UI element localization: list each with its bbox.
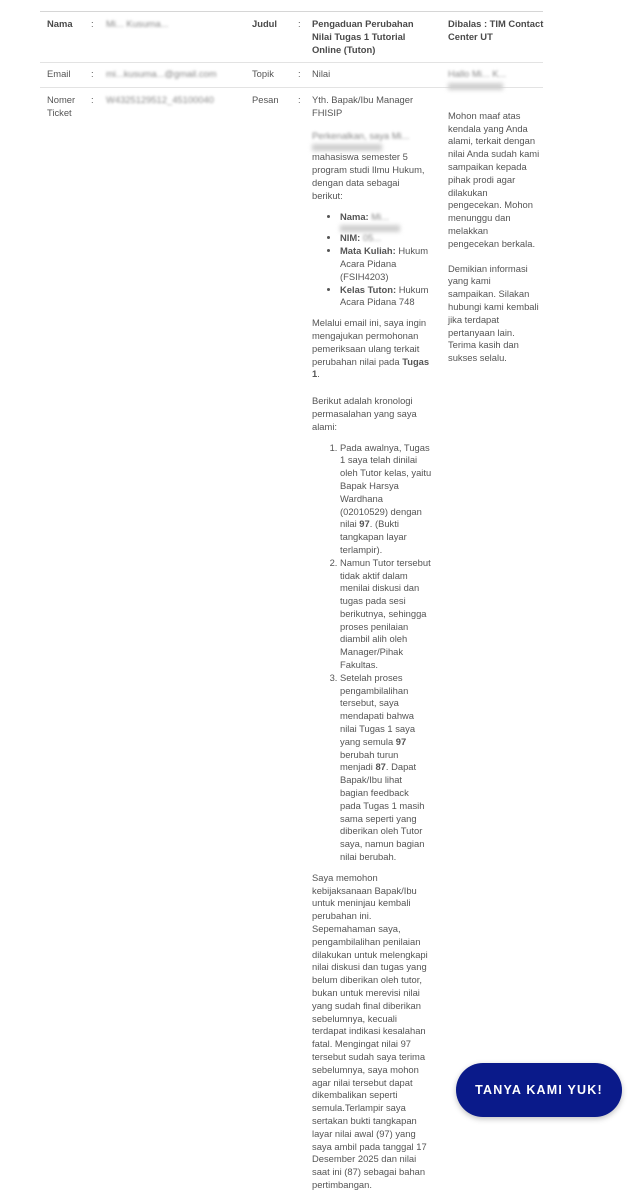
replied-by-label: Dibalas : TIM Contact Center UT [448, 18, 544, 42]
email-value: mi...kusuma...@gmail.com [106, 68, 217, 79]
chronology-item: 3. Setelah proses pengambilalihan tersebut, saya mendapati bahwa nilai Tugas 1 saya yang semula 97 berubah turun menjadi 87. Dapat Bapak/Ibu lihat bagian feedback pada Tugas 1 masih sama seperti yang diberikan oleh Tutor saya, namun bagian nilai berubah. [340, 672, 432, 864]
message-paragraph: Berikut adalah kronologi permasalahan yang saya alami: [312, 395, 417, 432]
message-body [312, 94, 432, 1200]
redacted-line [448, 83, 503, 90]
reply-paragraph: Demikian informasi yang kami sampaikan. Silakan hubungi kami kembali jika terdapat pertanyaan lain. Terima kasih dan sukses selalu. [448, 262, 539, 364]
reply-body [448, 68, 540, 377]
redacted-line [312, 144, 382, 151]
nama-value: Mi... Kusuma... [106, 18, 169, 29]
reply-paragraph: Mohon maaf atas kendala yang Anda alami, terkait dengan nilai Anda sudah kami sampaikan kepada pihak prodi agar dilakukan pengecekan. Mohon menunggu dan melakkan pengecekan berkala. [448, 109, 540, 249]
chronology-list [312, 442, 432, 864]
message-greeting: Yth. Bapak/Ibu Manager FHISIP [312, 94, 414, 118]
ticket-value: W4325129512_45100040 [106, 94, 214, 105]
reply-greeting: Hallo Mi... K... [448, 68, 507, 79]
row-divider [40, 62, 543, 63]
nama-label: Nama [47, 18, 73, 29]
message-intro: mahasiswa semester 5 program studi Ilmu Hukum, dengan data sebagai berikut: [312, 151, 425, 201]
colon: : [91, 68, 94, 79]
colon: : [91, 94, 94, 105]
colon: : [91, 18, 94, 29]
chronology-item: 1. Pada awalnya, Tugas 1 saya telah dinilai oleh Tutor kelas, yaitu Bapak Harsya Wardhana (02010529) dengan nilai 97. (Bukti tangkapan layar terlampir). [340, 442, 432, 557]
message-closing: Saya memohon kebijaksanaan Bapak/Ibu untuk meninjau kembali perubahan ini. Sepemahaman saya, pengambilalihan penilaian dilakukan untuk melengkapi nilai diskusi dan tugas yang belum diberikan oleh tutor, bukan untuk merevisi nilai yang sudah final diberikan sebelumnya, kecuali terdapat indikasi kesalahan fatal. Mengingat nilai 97 tersebut sudah saya terima sebelumnya, saya mohon agar nilai tersebut dapat dikembalikan seperti semula.Terlampir saya sertakan bukti tangkapan layar nilai awal (97) yang saya ambil pada tanggal 17 Desember 2025 dan nilai saat ini (87) sebagai bahan pertimbangan. [312, 871, 428, 1190]
detail-item: • Kelas Tuton: Hukum Acara Pidana 748 [340, 284, 432, 310]
chronology-item: 2. Namun Tutor tersebut tidak aktif dalam menilai diskusi dan tugas pada sesi berikutnya, sehingga proses penilaian diambil alih oleh Manager/Pihak Fakultas. [340, 557, 432, 672]
detail-item: • Nama: Mi... [340, 211, 432, 233]
message-paragraph: Melalui email ini, saya ingin mengajukan permohonan pemeriksaan ulang terkait perubahan nilai pada Tugas 1. [312, 317, 430, 380]
intro-redacted: Perkenalkan, saya Mi... [312, 129, 410, 141]
message-intro-name [312, 130, 432, 143]
colon: : [298, 18, 301, 29]
judul-value: Pengaduan Perubahan Nilai Tugas 1 Tutorial Online (Tuton) [312, 18, 414, 55]
pesan-label: Pesan [252, 94, 279, 105]
email-label: Email [47, 68, 71, 79]
detail-item: • NIM: 05... [340, 232, 432, 245]
colon: : [298, 94, 301, 105]
topik-value: Nilai [312, 68, 331, 79]
topik-label: Topik [252, 68, 274, 79]
ask-us-chat-button[interactable]: TANYA KAMI YUK! [456, 1063, 622, 1117]
detail-item: • Mata Kuliah: Hukum Acara Pidana (FSIH4203) [340, 245, 432, 283]
colon: : [298, 68, 301, 79]
student-details-list [312, 211, 432, 310]
judul-label: Judul [252, 18, 277, 29]
ticket-label: Nomer Ticket [47, 94, 76, 118]
table-top-border [40, 11, 543, 12]
